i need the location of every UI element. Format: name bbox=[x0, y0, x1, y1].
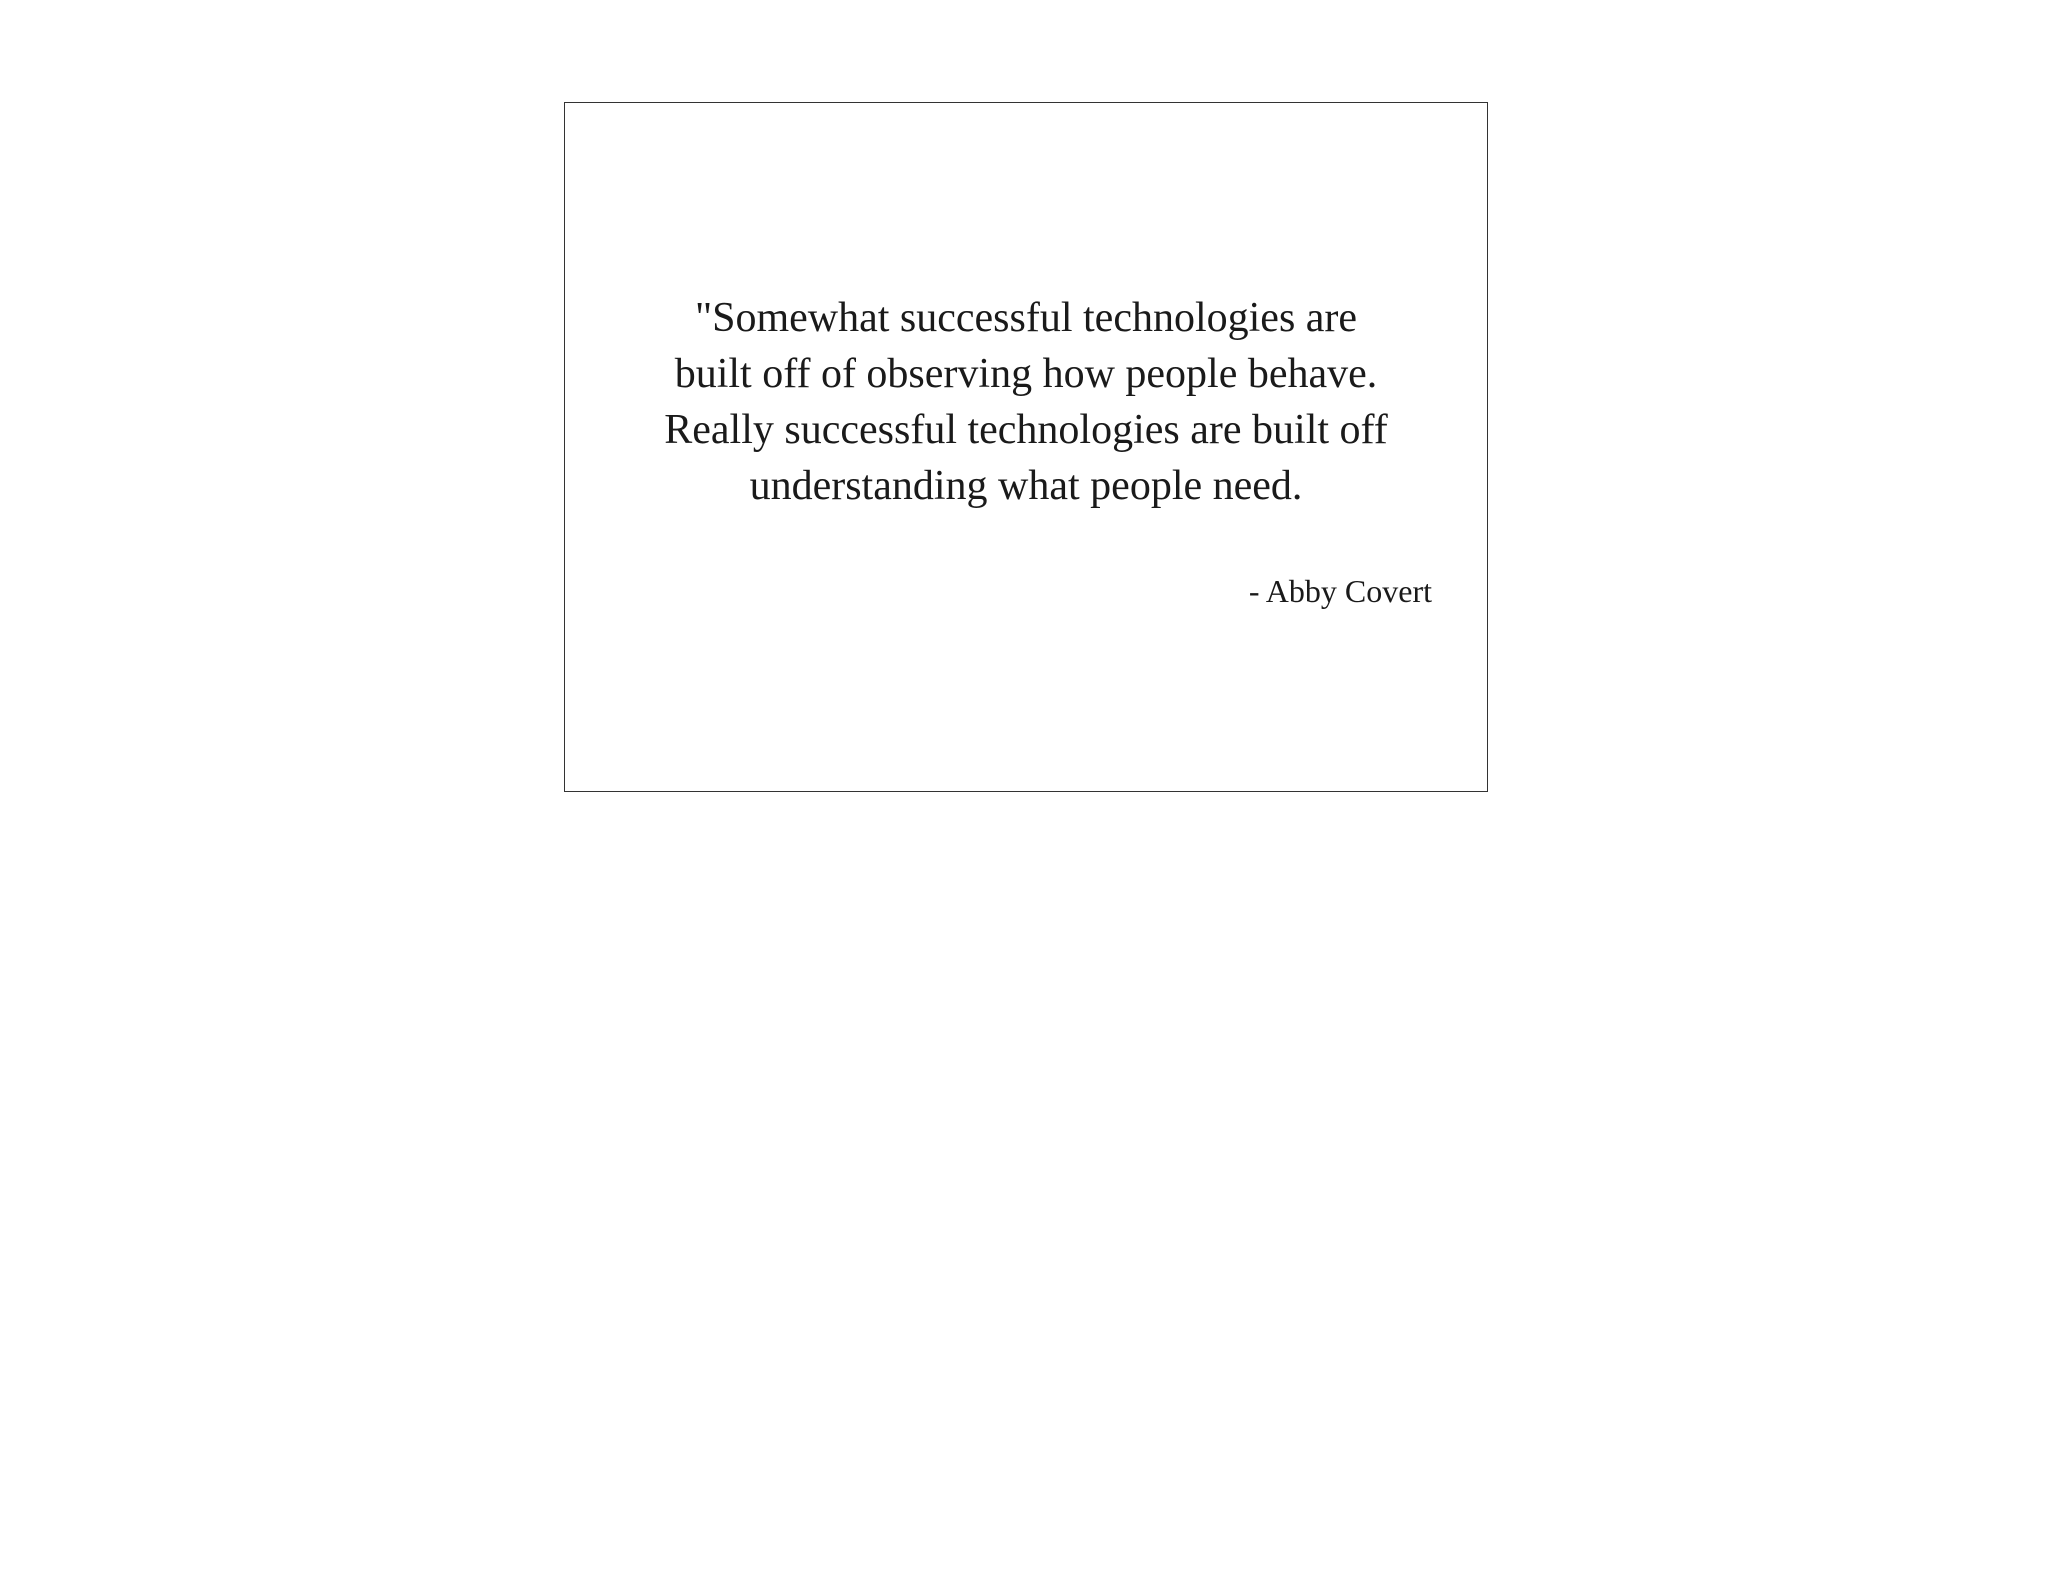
quote-attribution: - Abby Covert bbox=[1248, 573, 1432, 609]
quote-line-2: built off of observing how people behave. bbox=[674, 351, 1378, 397]
quote-line-1: "Somewhat successful technologies are bbox=[694, 295, 1358, 341]
quote-slide bbox=[564, 102, 1488, 792]
quote-line-3: Really successful technologies are built off bbox=[664, 407, 1388, 453]
quote-line-4: understanding what people need. bbox=[749, 463, 1303, 509]
quote-text bbox=[605, 290, 1447, 514]
